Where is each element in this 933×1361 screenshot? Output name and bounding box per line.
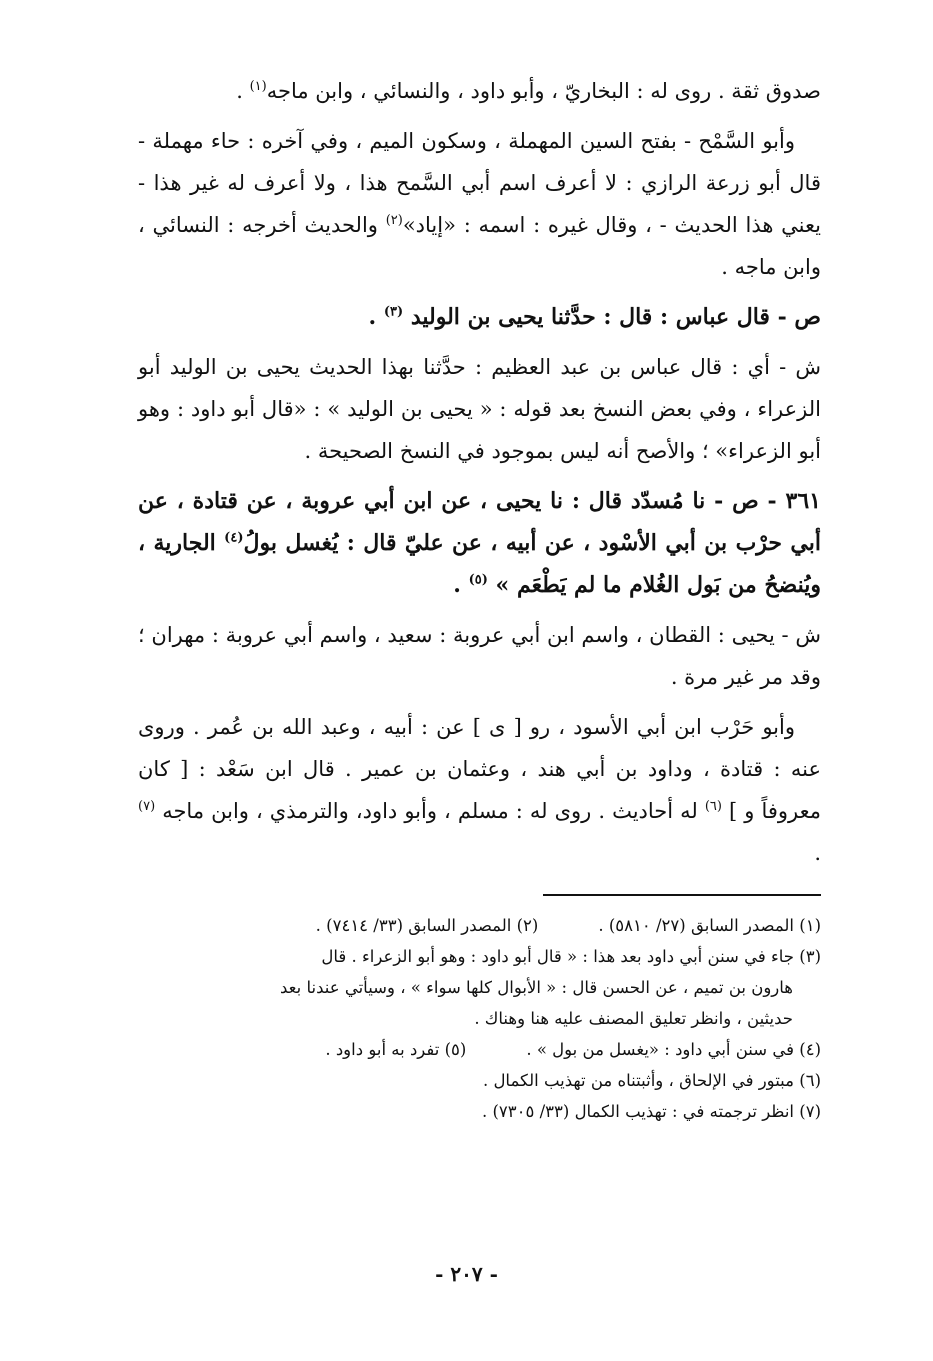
- paragraph-5-mid: الجارية ، ويُنضحُ من بَول الغُلام ما لم يَطْعَم »: [138, 530, 821, 598]
- paragraph-7-mid: له أحاديث . روى له : مسلم ، وأبو داود، والترمذي ، وابن ماجه: [162, 799, 705, 823]
- footnote-ref-4: (٤): [224, 530, 244, 546]
- paragraph-5-text: ٣٦١ - ص - نا مُسدّد قال : نا يحيى ، عن ابن أبي عروبة ، عن قتادة ، عن أبي حرْب بن أبي الأسْود ، عن أبيه ، عن عليّ قال : يُغسل بولُ: [138, 488, 821, 556]
- footnote-ref-6: (٦): [704, 799, 722, 814]
- paragraph-6-commentary: ش - يحيى : القطان ، واسم ابن أبي عروبة : سعيد ، واسم أبي عروبة : مهران ؛ وقد مر غير مرة .: [138, 623, 821, 689]
- footnote-3-line-2: هارون بن تميم ، عن الحسن قال : « الأبوال كلها سواء » ، وسيأتي عندنا بعد: [280, 978, 793, 997]
- paragraph-2: [138, 120, 821, 288]
- paragraph-5-hadith-361: [138, 480, 821, 606]
- footnote-7: (٧) انظر ترجمته في : تهذيب الكمال (٣٣/ ٧٣٠٥) .: [481, 1102, 821, 1121]
- paragraph-5-end: .: [453, 572, 469, 598]
- paragraph-1-text: صدوق ثقة . روى له : البخاريّ ، وأبو داود ، والنسائي ، وابن ماجه: [266, 79, 821, 103]
- footnote-divider: [543, 894, 821, 896]
- paragraph-1: [138, 70, 821, 112]
- footnote-5: (٥) تفرد به أبو داود .: [325, 1040, 467, 1059]
- paragraph-3-hadith-text: [138, 296, 821, 338]
- footnote-ref-5: (٥): [468, 572, 488, 588]
- paragraph-2-end: والحديث أخرجه : النسائي ، وابن ماجه .: [138, 213, 821, 279]
- footnote-ref-7: (٧): [138, 799, 156, 814]
- paragraph-7: [138, 706, 821, 874]
- footnote-3: (٣) جاء في سنن أبي داود بعد هذا : « قال أبو داود : وهو أبو الزعراء . قال: [321, 947, 821, 966]
- paragraph-7-text: وأبو حَرْب ابن أبي الأسود ، رو [ ى ] عن : أبيه ، وعبد الله بن عُمر . وروى عنه : قتادة ، وداود بن أبي هند ، وعثمان بن عمير . قال ابن سَعْد : [ كان معروفاً و ]: [138, 715, 821, 823]
- footnote-3-line-3: حديثين ، وانظر تعليق المصنف عليه هنا وهناك .: [474, 1009, 793, 1028]
- footnote-2: (٢) المصدر السابق (٣٣/ ٧٤١٤) .: [315, 916, 539, 935]
- paragraph-4-commentary: ش - أي : قال عباس بن عبد العظيم : حدَّثنا بهذا الحديث يحيى بن الوليد أبو الزعراء ، وفي بعض النسخ بعد قوله : « يحيى بن الوليد » : «قال أبو داود : وهو أبو الزعراء» ؛ والأصح أنه ليس بموجود في النسخ الصحيحة .: [138, 355, 821, 463]
- paragraph-3-end: .: [368, 304, 384, 330]
- paragraph-7-end: .: [814, 841, 821, 865]
- paragraph-3-text: ص - قال عباس : قال : حدَّثنا يحيى بن الوليد: [410, 304, 821, 330]
- footnote-ref-3: (٣): [383, 304, 404, 320]
- footnote-row-4-5: [138, 1034, 821, 1065]
- footnote-4: (٤) في سنن أبي داود : «يغسل من بول » .: [526, 1040, 821, 1059]
- paragraph-2-text: وأبو السَّمْح - بفتح السين المهملة ، وسكون الميم ، وفي آخره : حاء مهملة - قال أبو زرعة الرازي : لا أعرف اسم أبي السَّمح هذا ، ولا أعرف له غير هذا - يعني هذا الحديث - ، وقال غيره : اسمه : «إياد»: [138, 129, 821, 237]
- page-number: - ٢٠٧ -: [435, 1262, 498, 1286]
- footnote-1: (١) المصدر السابق (٢٧/ ٥٨١٠) .: [598, 916, 821, 935]
- footnote-6: (٦) مبتور في الإلحاق ، وأثبتناه من تهذيب الكمال .: [482, 1071, 821, 1090]
- footnote-ref-2: (٢): [385, 213, 403, 228]
- footnote-row-1-2: [138, 910, 821, 941]
- footnote-ref-1: (١): [249, 79, 267, 94]
- paragraph-1-end: .: [236, 79, 250, 103]
